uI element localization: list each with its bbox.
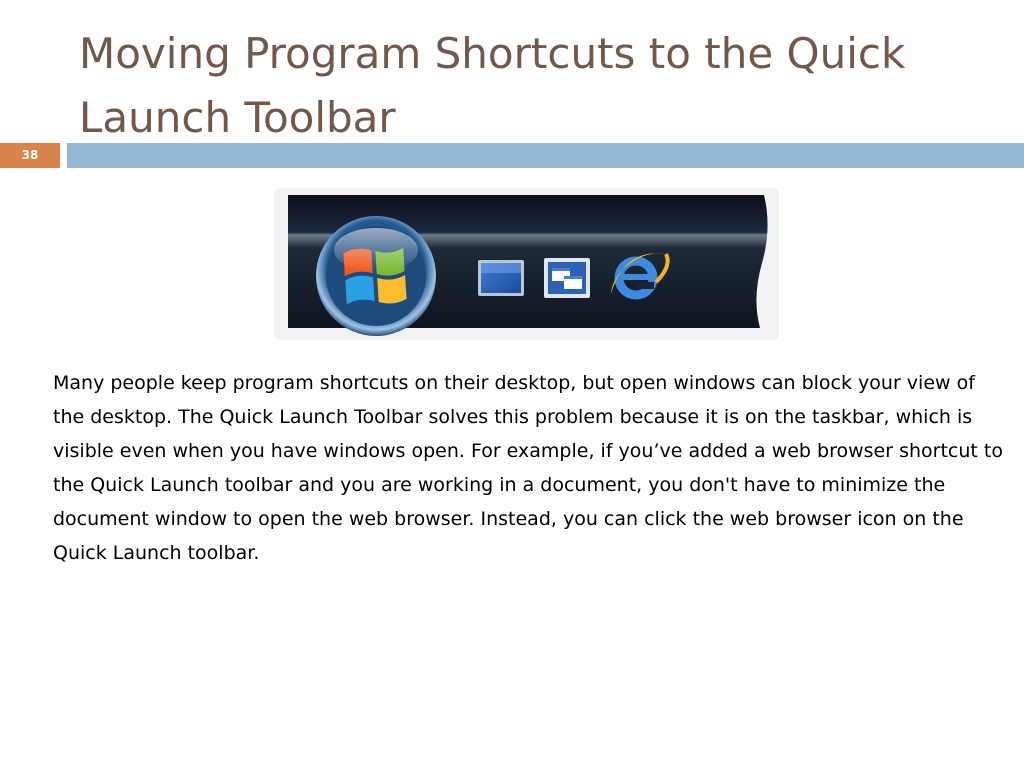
switch-windows-icon	[544, 258, 590, 298]
show-desktop-icon	[478, 260, 524, 296]
slide-title: Moving Program Shortcuts to the Quick Launch Toolbar	[79, 29, 906, 142]
title-rule	[67, 143, 1024, 168]
quick-launch-taskbar-image	[274, 188, 779, 340]
slide-number: 38	[0, 143, 60, 168]
body-paragraph: Many people keep program shortcuts on their desktop, but open windows can block your view of the desktop. The Quick Launch Toolbar solves this problem because it is on the taskbar, which is visible even when you have windows open. For example, if you’ve added a web browser shortcut to the Quick Launch toolbar and you are working in a document, you don't have to minimize the document window to open the web browser. Instead, you can click the web browser icon on the Quick Launch toolbar.	[53, 372, 1003, 564]
windows-start-orb-icon	[316, 216, 436, 336]
